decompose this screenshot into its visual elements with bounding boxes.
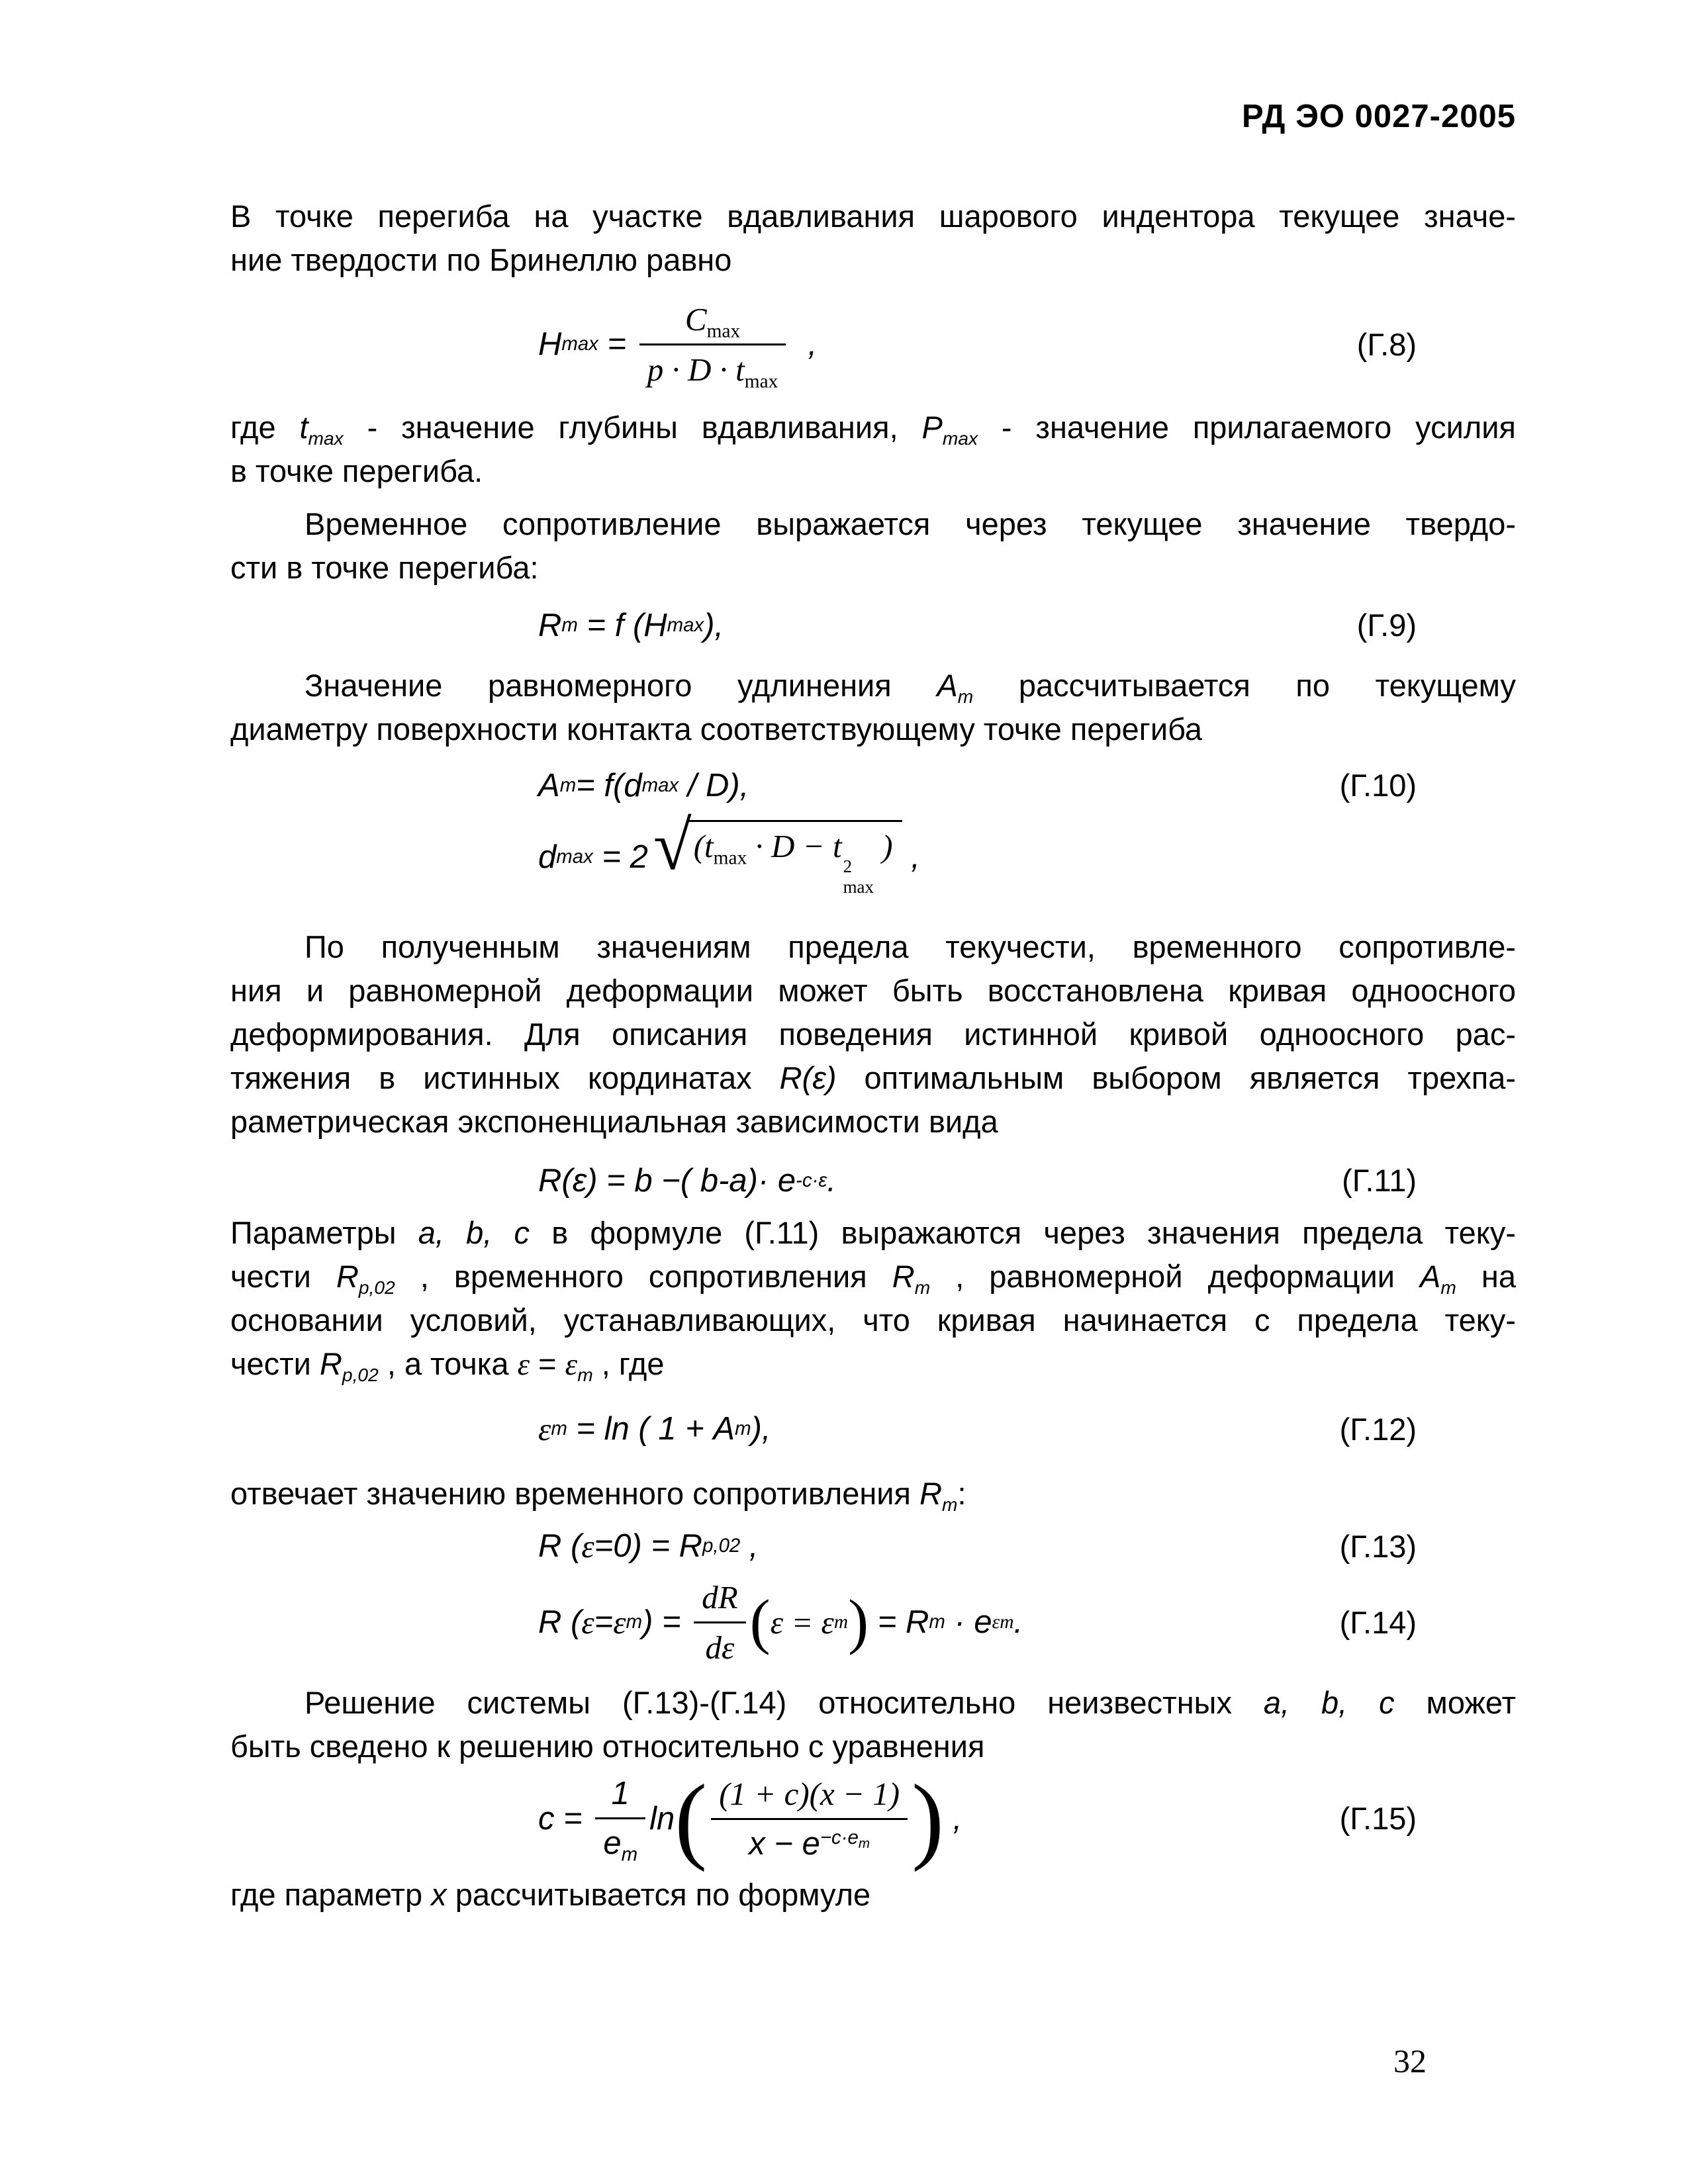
math-token: −c·e bbox=[820, 1826, 859, 1848]
math-token: , bbox=[790, 326, 818, 363]
square-root bbox=[653, 806, 902, 897]
radical-sign: √ bbox=[653, 806, 692, 884]
math-sub: m bbox=[914, 1276, 931, 1298]
numerator bbox=[639, 299, 786, 343]
math-token: 2 bbox=[843, 856, 853, 876]
math-token: d bbox=[538, 839, 557, 876]
paragraph-6 bbox=[230, 1211, 1516, 1387]
math-var: t bbox=[299, 409, 308, 445]
formula-label-g11: (Г.11) bbox=[1342, 1163, 1417, 1199]
formula-body: d max = 2 √ ($t_{max} \cdot D - t$ 2 max ) , bbox=[538, 806, 920, 897]
math-token: m bbox=[858, 1835, 870, 1851]
math-token: max bbox=[713, 847, 747, 869]
math-token: ), bbox=[751, 1411, 771, 1447]
numerator: dR bbox=[702, 1578, 738, 1615]
text-run: - значение глубины вдавливания, bbox=[343, 409, 922, 445]
math-token: R bbox=[538, 607, 562, 643]
paragraph-1 bbox=[230, 195, 1516, 282]
formula-body: R(ε) = b −( b-a)· e -c·ε . bbox=[538, 1162, 836, 1199]
math-token: = f ( bbox=[577, 607, 644, 643]
text-run: может bbox=[1394, 1684, 1516, 1720]
text-line: основании условий, устанавливающих, что кривая начинается с предела теку- bbox=[230, 1302, 1516, 1338]
formula-label-g14: (Г.14) bbox=[1339, 1604, 1417, 1640]
math-token: ε bbox=[613, 1604, 626, 1641]
formula-g9 bbox=[230, 607, 1516, 644]
text-run: Значение равномерного удлинения bbox=[305, 667, 937, 703]
text-line bbox=[230, 1342, 1516, 1387]
text-line bbox=[230, 1056, 1516, 1100]
formula-label-g13: (Г.13) bbox=[1339, 1528, 1417, 1564]
text-line bbox=[230, 1873, 1516, 1917]
math-sub: m bbox=[942, 1493, 958, 1515]
text-line: диаметру поверхности контакта соответствующему точке перегиба bbox=[230, 711, 1203, 747]
denominator bbox=[595, 1817, 645, 1866]
math-var: x bbox=[431, 1876, 447, 1912]
sup-sub-stack bbox=[843, 856, 874, 897]
text-run: Параметры bbox=[230, 1214, 418, 1250]
formula-g8 bbox=[230, 299, 1516, 390]
text-run: , равномерной деформации bbox=[930, 1258, 1421, 1294]
paragraph-8 bbox=[230, 1681, 1516, 1768]
formula-g15 bbox=[230, 1764, 1516, 1872]
math-sub: max bbox=[308, 427, 344, 449]
text-run: рассчитывается по формуле bbox=[446, 1876, 871, 1912]
math-token: ) = bbox=[642, 1604, 690, 1641]
math-token: = b −( b-a)· bbox=[597, 1162, 778, 1199]
paragraph-7 bbox=[230, 1472, 1516, 1516]
math-token: = 2 bbox=[592, 839, 648, 876]
text-line: сти в точке перегиба: bbox=[230, 549, 539, 585]
math-token: . bbox=[1013, 1604, 1023, 1641]
math-var: R bbox=[319, 1345, 342, 1381]
page-header-doc-number: РД ЭО 0027-2005 bbox=[1241, 99, 1516, 134]
math-token: (t bbox=[693, 827, 714, 864]
formula-body: R ( ε =0) = R p,02 , bbox=[538, 1527, 759, 1565]
math-token: ε bbox=[538, 1410, 551, 1447]
text-line: раметрическая экспоненциальная зависимости вида bbox=[230, 1103, 998, 1139]
text-run: - значение прилагаемого усилия bbox=[978, 409, 1517, 445]
fraction bbox=[711, 1774, 908, 1864]
math-var: ε bbox=[517, 1347, 530, 1382]
paragraph-4 bbox=[230, 664, 1516, 751]
text-line: По полученным значениям предела текучести, временного сопротивле- bbox=[305, 929, 1516, 964]
formula-label-g8: (Г.8) bbox=[1356, 326, 1417, 362]
math-var: A bbox=[1420, 1258, 1441, 1294]
math-token: max bbox=[744, 371, 778, 392]
math-token: R ( bbox=[538, 1528, 582, 1565]
text-line: В точке перегиба на участке вдавливания шарового индентора текущее значе- bbox=[230, 198, 1516, 234]
math-token: = bbox=[598, 326, 635, 363]
paragraph-9 bbox=[230, 1873, 1516, 1917]
numerator: (1 + c)(x − 1) bbox=[719, 1775, 900, 1812]
text-line: ния и равномерной деформации может быть восстановлена кривая одноосного bbox=[230, 972, 1516, 1008]
fraction bbox=[595, 1774, 645, 1866]
exponent bbox=[820, 1826, 870, 1851]
math-token: R(ε) bbox=[538, 1162, 598, 1199]
math-token: e bbox=[603, 1825, 622, 1862]
text-line bbox=[230, 1211, 1516, 1255]
math-token: = f( bbox=[576, 767, 624, 803]
paragraph-2 bbox=[230, 406, 1516, 493]
math-var: A bbox=[937, 667, 958, 703]
numerator: 1 bbox=[611, 1776, 630, 1812]
math-token: C bbox=[684, 300, 707, 338]
math-sub: p,02 bbox=[358, 1276, 395, 1298]
math-token: ε bbox=[581, 1527, 594, 1565]
formula-body: ε m = ln ( 1 + A m ), bbox=[538, 1410, 771, 1447]
formula-body: R ( ε = ε m ) = $\frac{dR}{d\varepsilon}$ ( ε = ε m ) = R m · e εm . bbox=[538, 1577, 1023, 1668]
text-line: ние твердости по Бринеллю равно bbox=[230, 242, 732, 277]
math-token: H bbox=[643, 607, 667, 643]
math-token: ln ( 1 + bbox=[604, 1411, 714, 1447]
math-token: ) bbox=[874, 827, 893, 864]
formula-g14 bbox=[230, 1577, 1516, 1668]
text-run: Решение системы (Г.13)-(Г.14) относительно неизвестных bbox=[305, 1684, 1264, 1720]
math-token: m bbox=[621, 1843, 638, 1866]
text-run: оптимальным выбором является трехпа- bbox=[836, 1060, 1517, 1095]
formula-body: c = $\frac{1}{e_m}$ ln ( $\frac{(1 + c)(x - 1)}{x - e^{-c\cdot e_m}}$ ) , bbox=[538, 1764, 962, 1872]
text-run: = bbox=[530, 1345, 565, 1381]
math-token: , bbox=[902, 839, 920, 876]
formula-label-g9: (Г.9) bbox=[1356, 608, 1417, 643]
math-token: R ( bbox=[538, 1604, 582, 1641]
math-var: R bbox=[892, 1258, 915, 1294]
formula-body: R m = f ( H max ), bbox=[538, 607, 724, 643]
math-token: . bbox=[827, 1162, 836, 1199]
text-run: где bbox=[230, 409, 300, 445]
math-var: R bbox=[336, 1258, 359, 1294]
formula-g10 bbox=[230, 767, 1516, 804]
math-token: =0) = bbox=[594, 1528, 679, 1565]
text-run: на bbox=[1456, 1258, 1517, 1294]
formula-label-g10: (Г.10) bbox=[1339, 768, 1417, 803]
math-sub: m bbox=[957, 685, 974, 707]
denominator bbox=[711, 1818, 908, 1864]
text-line bbox=[230, 1255, 1516, 1298]
math-token: / D), bbox=[679, 767, 749, 803]
math-token: max bbox=[706, 320, 741, 342]
math-token: A bbox=[713, 1411, 735, 1447]
math-token: · D − t bbox=[747, 827, 842, 864]
math-token: A bbox=[538, 767, 560, 803]
math-token: d bbox=[624, 767, 642, 803]
math-token: c = bbox=[538, 1800, 592, 1837]
text-run: где параметр bbox=[230, 1876, 432, 1912]
text-run: в формуле (Г.11) выражаются через значения предела теку- bbox=[530, 1214, 1516, 1250]
math-token: = R bbox=[868, 1604, 929, 1641]
math-token: = bbox=[567, 1411, 604, 1447]
text-line: в точке перегиба. bbox=[230, 453, 483, 488]
text-run: : bbox=[957, 1475, 966, 1511]
page-number: 32 bbox=[1393, 2042, 1427, 2079]
denominator: dε bbox=[694, 1621, 745, 1668]
paragraph-5 bbox=[230, 925, 1516, 1144]
text-line bbox=[230, 664, 1516, 707]
fraction bbox=[639, 299, 786, 390]
math-var: a, b, c bbox=[1263, 1684, 1395, 1720]
text-line bbox=[230, 1472, 1516, 1516]
math-sub: max bbox=[942, 427, 978, 449]
text-run: чести bbox=[230, 1258, 336, 1294]
math-var: R bbox=[919, 1475, 943, 1511]
math-sub: m bbox=[577, 1363, 593, 1385]
denominator bbox=[639, 343, 786, 390]
math-token: x − e bbox=[749, 1825, 820, 1862]
math-token: ε bbox=[581, 1604, 594, 1641]
math-token: · e bbox=[945, 1604, 992, 1641]
text-run: , временного сопротивления bbox=[395, 1258, 892, 1294]
text-run: рассчитывается по текущему bbox=[973, 667, 1516, 703]
math-var: ε bbox=[565, 1347, 578, 1382]
text-run: , а точка bbox=[378, 1345, 518, 1381]
fraction bbox=[694, 1577, 745, 1668]
math-var: a, b, c bbox=[418, 1214, 530, 1250]
formula-g13 bbox=[230, 1527, 1516, 1565]
math-token: R bbox=[679, 1528, 703, 1565]
math-token: ε = ε bbox=[770, 1604, 834, 1641]
math-sub: p,02 bbox=[342, 1363, 379, 1385]
formula-label-g15: (Г.15) bbox=[1339, 1801, 1417, 1837]
text-run: отвечает значению временного сопротивления bbox=[230, 1475, 920, 1511]
text-line: Временное сопротивление выражается через текущее значение твердо- bbox=[305, 506, 1516, 541]
math-token: e bbox=[777, 1162, 796, 1199]
formula-body: A m = f( d max / D), bbox=[538, 767, 749, 803]
formula-g12 bbox=[230, 1410, 1516, 1448]
math-sub: m bbox=[1440, 1276, 1456, 1298]
text-line bbox=[230, 1681, 1516, 1725]
paragraph-3 bbox=[230, 502, 1516, 590]
text-run: тяжения в истинных кординатах bbox=[230, 1060, 780, 1095]
text-run: чести bbox=[230, 1345, 320, 1381]
math-var: P bbox=[921, 409, 943, 445]
formula-dmax bbox=[230, 806, 1516, 897]
math-token: ln bbox=[649, 1800, 675, 1837]
formula-body: H max = $\frac{C_{max}}{p \cdot D \cdot t_{max}}$ , bbox=[538, 299, 817, 390]
math-token: ), bbox=[704, 607, 724, 643]
text-line bbox=[230, 406, 1516, 449]
math-token: , bbox=[944, 1800, 962, 1837]
math-token: max bbox=[843, 876, 874, 897]
text-line: быть сведено к решению относительно с уравнения bbox=[230, 1728, 985, 1764]
math-var: R(ε) bbox=[779, 1060, 837, 1095]
formula-label-g12: (Г.12) bbox=[1339, 1411, 1417, 1447]
text-run: , где bbox=[592, 1345, 665, 1381]
math-token: , bbox=[740, 1528, 759, 1565]
formula-g11 bbox=[230, 1162, 1516, 1199]
math-token: p · D · t bbox=[647, 351, 745, 388]
radicand bbox=[687, 820, 902, 897]
text-line: деформирования. Для описания поведения истинной кривой одноосного рас- bbox=[230, 1016, 1516, 1052]
math-token: = bbox=[594, 1604, 614, 1641]
math-token: H bbox=[538, 326, 562, 363]
